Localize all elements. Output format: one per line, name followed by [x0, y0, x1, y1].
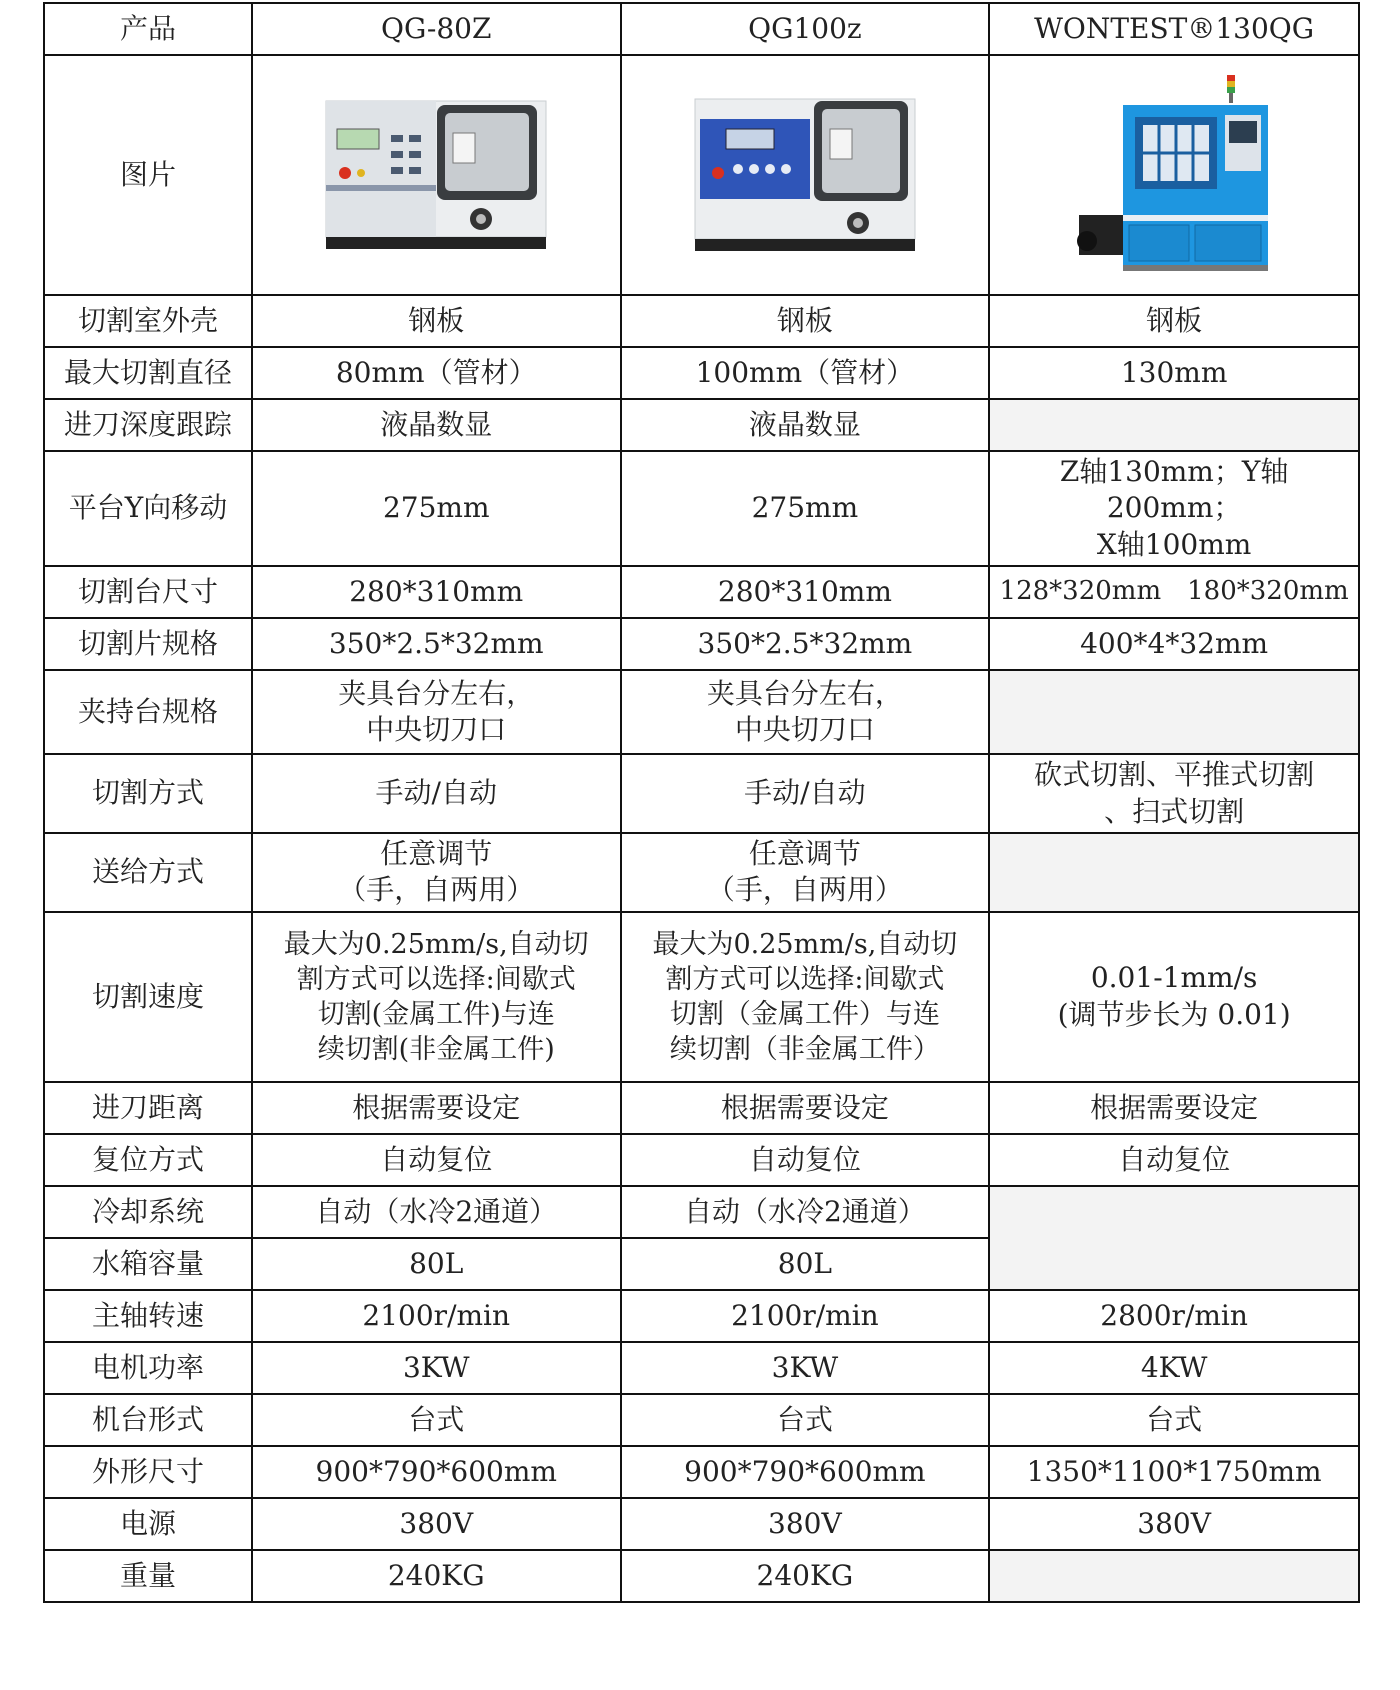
- spec-value: 350*2.5*32mm: [252, 618, 621, 670]
- spec-value-line: 任意调节: [380, 836, 493, 870]
- table-row: [44, 1342, 1359, 1394]
- spec-value: 3KW: [621, 1342, 990, 1394]
- spec-value: 80L: [252, 1238, 621, 1290]
- cutting-machine-qg80z-image: [321, 95, 551, 255]
- spec-value: 台式: [252, 1394, 621, 1446]
- spec-value: 280*310mm: [621, 566, 990, 618]
- spec-value: 自动（水冷2通道）: [252, 1186, 621, 1238]
- spec-value: 1350*1100*1750mm: [989, 1446, 1359, 1498]
- spec-value: 275mm: [621, 451, 990, 566]
- spec-value-line: 切割（金属工件）与连: [669, 998, 940, 1030]
- cutting-machine-qg100z-image: [690, 95, 920, 255]
- spec-value: 根据需要设定: [989, 1082, 1359, 1134]
- header-label: 产品: [44, 3, 252, 55]
- spec-value: 280*310mm: [252, 566, 621, 618]
- spec-value: 380V: [252, 1498, 621, 1550]
- table-row: [44, 1550, 1359, 1602]
- table-row: [44, 399, 1359, 451]
- spec-value-line: （手，自两用）: [706, 873, 903, 907]
- spec-table: [43, 2, 1360, 1603]
- spec-value: 380V: [989, 1498, 1359, 1550]
- row-label: 平台Y向移动: [44, 451, 252, 566]
- table-row: [44, 566, 1359, 618]
- row-label: 机台形式: [44, 1394, 252, 1446]
- table-row: [44, 295, 1359, 347]
- spec-value: 根据需要设定: [621, 1082, 990, 1134]
- spec-value-line: 续切割(非金属工件): [317, 1033, 555, 1065]
- spec-value-line: 最大为0.25mm/s,自动切: [283, 928, 589, 960]
- spec-value: 手动/自动: [252, 754, 621, 833]
- spec-value: 钢板: [252, 295, 621, 347]
- row-label: 夹持台规格: [44, 670, 252, 754]
- spec-value: 80mm（管材）: [252, 347, 621, 399]
- empty-cell: [989, 1550, 1359, 1602]
- row-label: 电机功率: [44, 1342, 252, 1394]
- spec-value: 钢板: [621, 295, 990, 347]
- row-label: 切割片规格: [44, 618, 252, 670]
- spec-value-line: 中央切刀口: [366, 713, 507, 747]
- spec-value: 100mm（管材）: [621, 347, 990, 399]
- table-row: [44, 1446, 1359, 1498]
- table-row: [44, 347, 1359, 399]
- spec-value: 130mm: [989, 347, 1359, 399]
- spec-value: [989, 451, 1359, 566]
- spec-value-line: 任意调节: [748, 836, 861, 870]
- row-label: 冷却系统: [44, 1186, 252, 1238]
- spec-value-line: 夹具台分左右，: [338, 676, 535, 710]
- empty-cell: [989, 1186, 1359, 1290]
- row-label: 图片: [44, 55, 252, 295]
- empty-cell: [989, 399, 1359, 451]
- spec-value: 240KG: [252, 1550, 621, 1602]
- spec-value: [989, 754, 1359, 833]
- row-label: 外形尺寸: [44, 1446, 252, 1498]
- row-label: 重量: [44, 1550, 252, 1602]
- spec-value: 手动/自动: [621, 754, 990, 833]
- table-row: [44, 1394, 1359, 1446]
- product-image-cell: [989, 55, 1359, 295]
- spec-value-line: (调节步长为 0.01): [1057, 997, 1291, 1031]
- spec-value-line: 最大为0.25mm/s,自动切: [652, 928, 958, 960]
- row-label: 进刀距离: [44, 1082, 252, 1134]
- spec-value: 钢板: [989, 295, 1359, 347]
- product-name: QG100z: [621, 3, 990, 55]
- product-name: WONTEST®130QG: [989, 3, 1359, 55]
- spec-value: 2100r/min: [252, 1290, 621, 1342]
- spec-value: [252, 912, 621, 1082]
- spec-value-line: 切割(金属工件)与连: [317, 998, 555, 1030]
- spec-value: 900*790*600mm: [252, 1446, 621, 1498]
- spec-value: 自动复位: [252, 1134, 621, 1186]
- spec-value: 2100r/min: [621, 1290, 990, 1342]
- empty-cell: [989, 833, 1359, 912]
- row-label: 进刀深度跟踪: [44, 399, 252, 451]
- product-name: QG-80Z: [252, 3, 621, 55]
- row-label: 电源: [44, 1498, 252, 1550]
- row-label: 切割方式: [44, 754, 252, 833]
- spec-value: 台式: [621, 1394, 990, 1446]
- spec-value-line: 割方式可以选择:间歇式: [296, 963, 576, 995]
- spec-value-line: X轴100mm: [1096, 527, 1252, 561]
- empty-cell: [989, 670, 1359, 754]
- row-label: 切割速度: [44, 912, 252, 1082]
- spec-value: 900*790*600mm: [621, 1446, 990, 1498]
- row-label: 送给方式: [44, 833, 252, 912]
- table-row: [44, 3, 1359, 55]
- table-row: [44, 1134, 1359, 1186]
- spec-value: 根据需要设定: [252, 1082, 621, 1134]
- spec-value: 液晶数显: [252, 399, 621, 451]
- spec-value: 350*2.5*32mm: [621, 618, 990, 670]
- spec-value: [252, 670, 621, 754]
- table-row: [44, 451, 1359, 566]
- table-row: [44, 618, 1359, 670]
- spec-value: 自动复位: [989, 1134, 1359, 1186]
- spec-value-line: （手，自两用）: [338, 873, 535, 907]
- table-row: [44, 55, 1359, 295]
- spec-value: [621, 670, 990, 754]
- spec-value: [621, 833, 990, 912]
- product-image-cell: [252, 55, 621, 295]
- spec-value-line: 砍式切割、平推式切割: [1034, 758, 1315, 792]
- spec-value: 240KG: [621, 1550, 990, 1602]
- row-label: 复位方式: [44, 1134, 252, 1186]
- table-row: [44, 1082, 1359, 1134]
- spec-value: [621, 912, 990, 1082]
- table-row: [44, 912, 1359, 1082]
- spec-value: [989, 912, 1359, 1082]
- spec-value-line: 0.01-1mm/s: [1090, 961, 1258, 995]
- spec-value: 128*320mm 180*320mm: [989, 566, 1359, 618]
- spec-value: 自动（水冷2通道）: [621, 1186, 990, 1238]
- product-image-cell: [621, 55, 990, 295]
- row-label: 最大切割直径: [44, 347, 252, 399]
- row-label: 切割室外壳: [44, 295, 252, 347]
- spec-value: 台式: [989, 1394, 1359, 1446]
- spec-value-line: 夹具台分左右，: [706, 676, 903, 710]
- spec-value-line: 割方式可以选择:间歇式: [665, 963, 945, 995]
- spec-value: 275mm: [252, 451, 621, 566]
- spec-value: 液晶数显: [621, 399, 990, 451]
- spec-value: 400*4*32mm: [989, 618, 1359, 670]
- table-row: [44, 1290, 1359, 1342]
- spec-value: 4KW: [989, 1342, 1359, 1394]
- cutting-machine-wontest130qg-image: [1069, 75, 1279, 275]
- table-row: [44, 670, 1359, 754]
- spec-value: [252, 833, 621, 912]
- row-label: 水箱容量: [44, 1238, 252, 1290]
- spec-value: 2800r/min: [989, 1290, 1359, 1342]
- table-row: [44, 1498, 1359, 1550]
- table-row: [44, 833, 1359, 912]
- spec-value-line: 中央切刀口: [734, 713, 875, 747]
- table-row: [44, 754, 1359, 833]
- spec-value: 380V: [621, 1498, 990, 1550]
- row-label: 主轴转速: [44, 1290, 252, 1342]
- spec-value: 自动复位: [621, 1134, 990, 1186]
- spec-value: 3KW: [252, 1342, 621, 1394]
- spec-value-line: 续切割（非金属工件）: [669, 1033, 940, 1065]
- table-row: [44, 1186, 1359, 1238]
- spec-value: 80L: [621, 1238, 990, 1290]
- spec-value-line: 、扫式切割: [1104, 794, 1245, 828]
- spec-value-line: Z轴130mm；Y轴200mm；: [1059, 455, 1289, 525]
- row-label: 切割台尺寸: [44, 566, 252, 618]
